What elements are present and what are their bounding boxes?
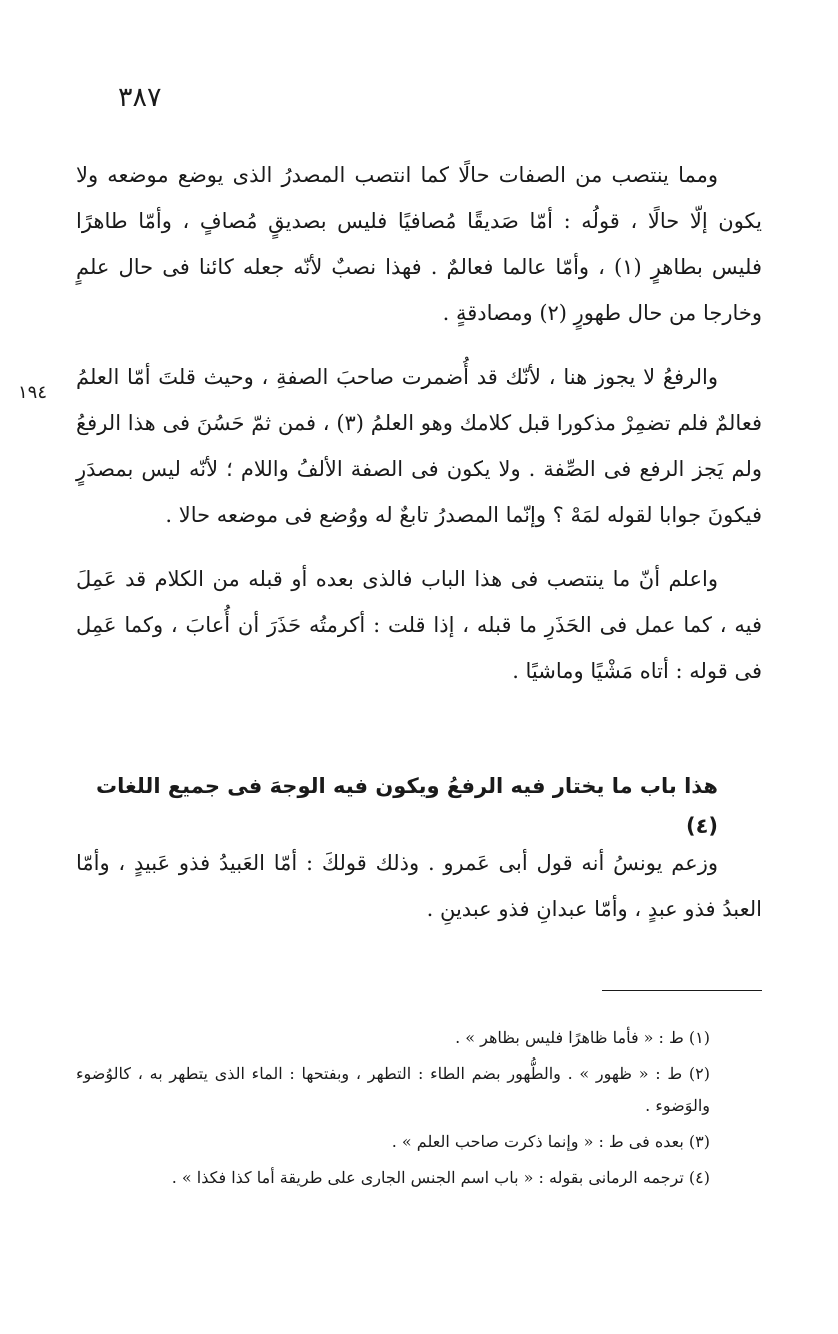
footnote-1: (١) ط : « فأما ظاهرًا فليس بظاهر » . (455, 1028, 710, 1047)
footnote-2: (٢) ط : « ظهور » . والطُّهور بضم الطاء : التطهر ، وبفتحها : الماء الذى يتطهر به ، كالوُضوء والوَضوء . (76, 1064, 710, 1115)
margin-page-reference: ١٩٤ (18, 382, 48, 403)
page-number: ٣٨٧ (118, 82, 162, 113)
paragraph-2: والرفعُ لا يجوز هنا ، لأنّك قد أُضمرت صاحبَ الصفةِ ، وحيث قلتَ أمّا العلمُ فعالمٌ فلم تضمِرْ مذكورا قبل كلامك وهو العلمُ (٣) ، فمن ثمّ حَسُنَ فى هذا الرفعُ ولم يَجز الرفع فى الصِّفة . ولا يكون فى الصفة الألفُ واللام ؛ لأنّه ليس بمصدَرٍ فيكونَ جوابا لقوله لمَهْ ؟ وإنّما المصدرُ تابعٌ له ووُضع فى موضعه حالا . (76, 365, 762, 527)
main-text-block (76, 152, 762, 712)
paragraph-1: ومما ينتصب من الصفات حالًا كما انتصب المصدرُ الذى يوضع موضعه ولا يكون إلّا حالًا ، قولُه : أمّا صَديقًا مُصافيًا فليس بصديقٍ مُصافٍ ، وأمّا طاهرًا فليس بطاهرٍ (١) ، وأمّا عالما فعالمٌ . فهذا نصبٌ لأنّه جعله كائنا فى حال علمٍ وخارجا من حال طهورٍ (٢) ومصادقةٍ . (76, 163, 762, 325)
section-heading: هذا باب ما يختار فيه الرفعُ ويكون فيه الوجهَ فى جميع اللغات (٤) (96, 774, 718, 838)
section-text-block (76, 840, 762, 932)
paragraph-3: واعلم أنّ ما ينتصب فى هذا الباب فالذى بعده أو قبله من الكلام قد عَمِلَ فيه ، كما عمل فى الحَذَرِ ما قبله ، إذا قلت : أكرمتُه حَذَرَ أن أُعابَ ، وكما عَمِل فى قوله : أتاه مَشْيًا وماشيًا . (76, 567, 762, 683)
footnote-3: (٣) بعده فى ط : « وإنما ذكرت صاحب العلم » . (391, 1132, 710, 1151)
footnote-4: (٤) ترجمه الرمانى بقوله : « باب اسم الجنس الجارى على طريقة أما كذا فكذا » . (171, 1168, 710, 1187)
footnotes-block (76, 1022, 762, 1198)
footnote-divider (602, 990, 762, 991)
section-paragraph: وزعم يونسُ أنه قول أبى عَمرو . وذلك قولكَ : أمّا العَبيدُ فذو عَبيدٍ ، وأمّا العبدُ فذو عبدٍ ، وأمّا عبدانِ فذو عبدينِ . (76, 851, 762, 921)
